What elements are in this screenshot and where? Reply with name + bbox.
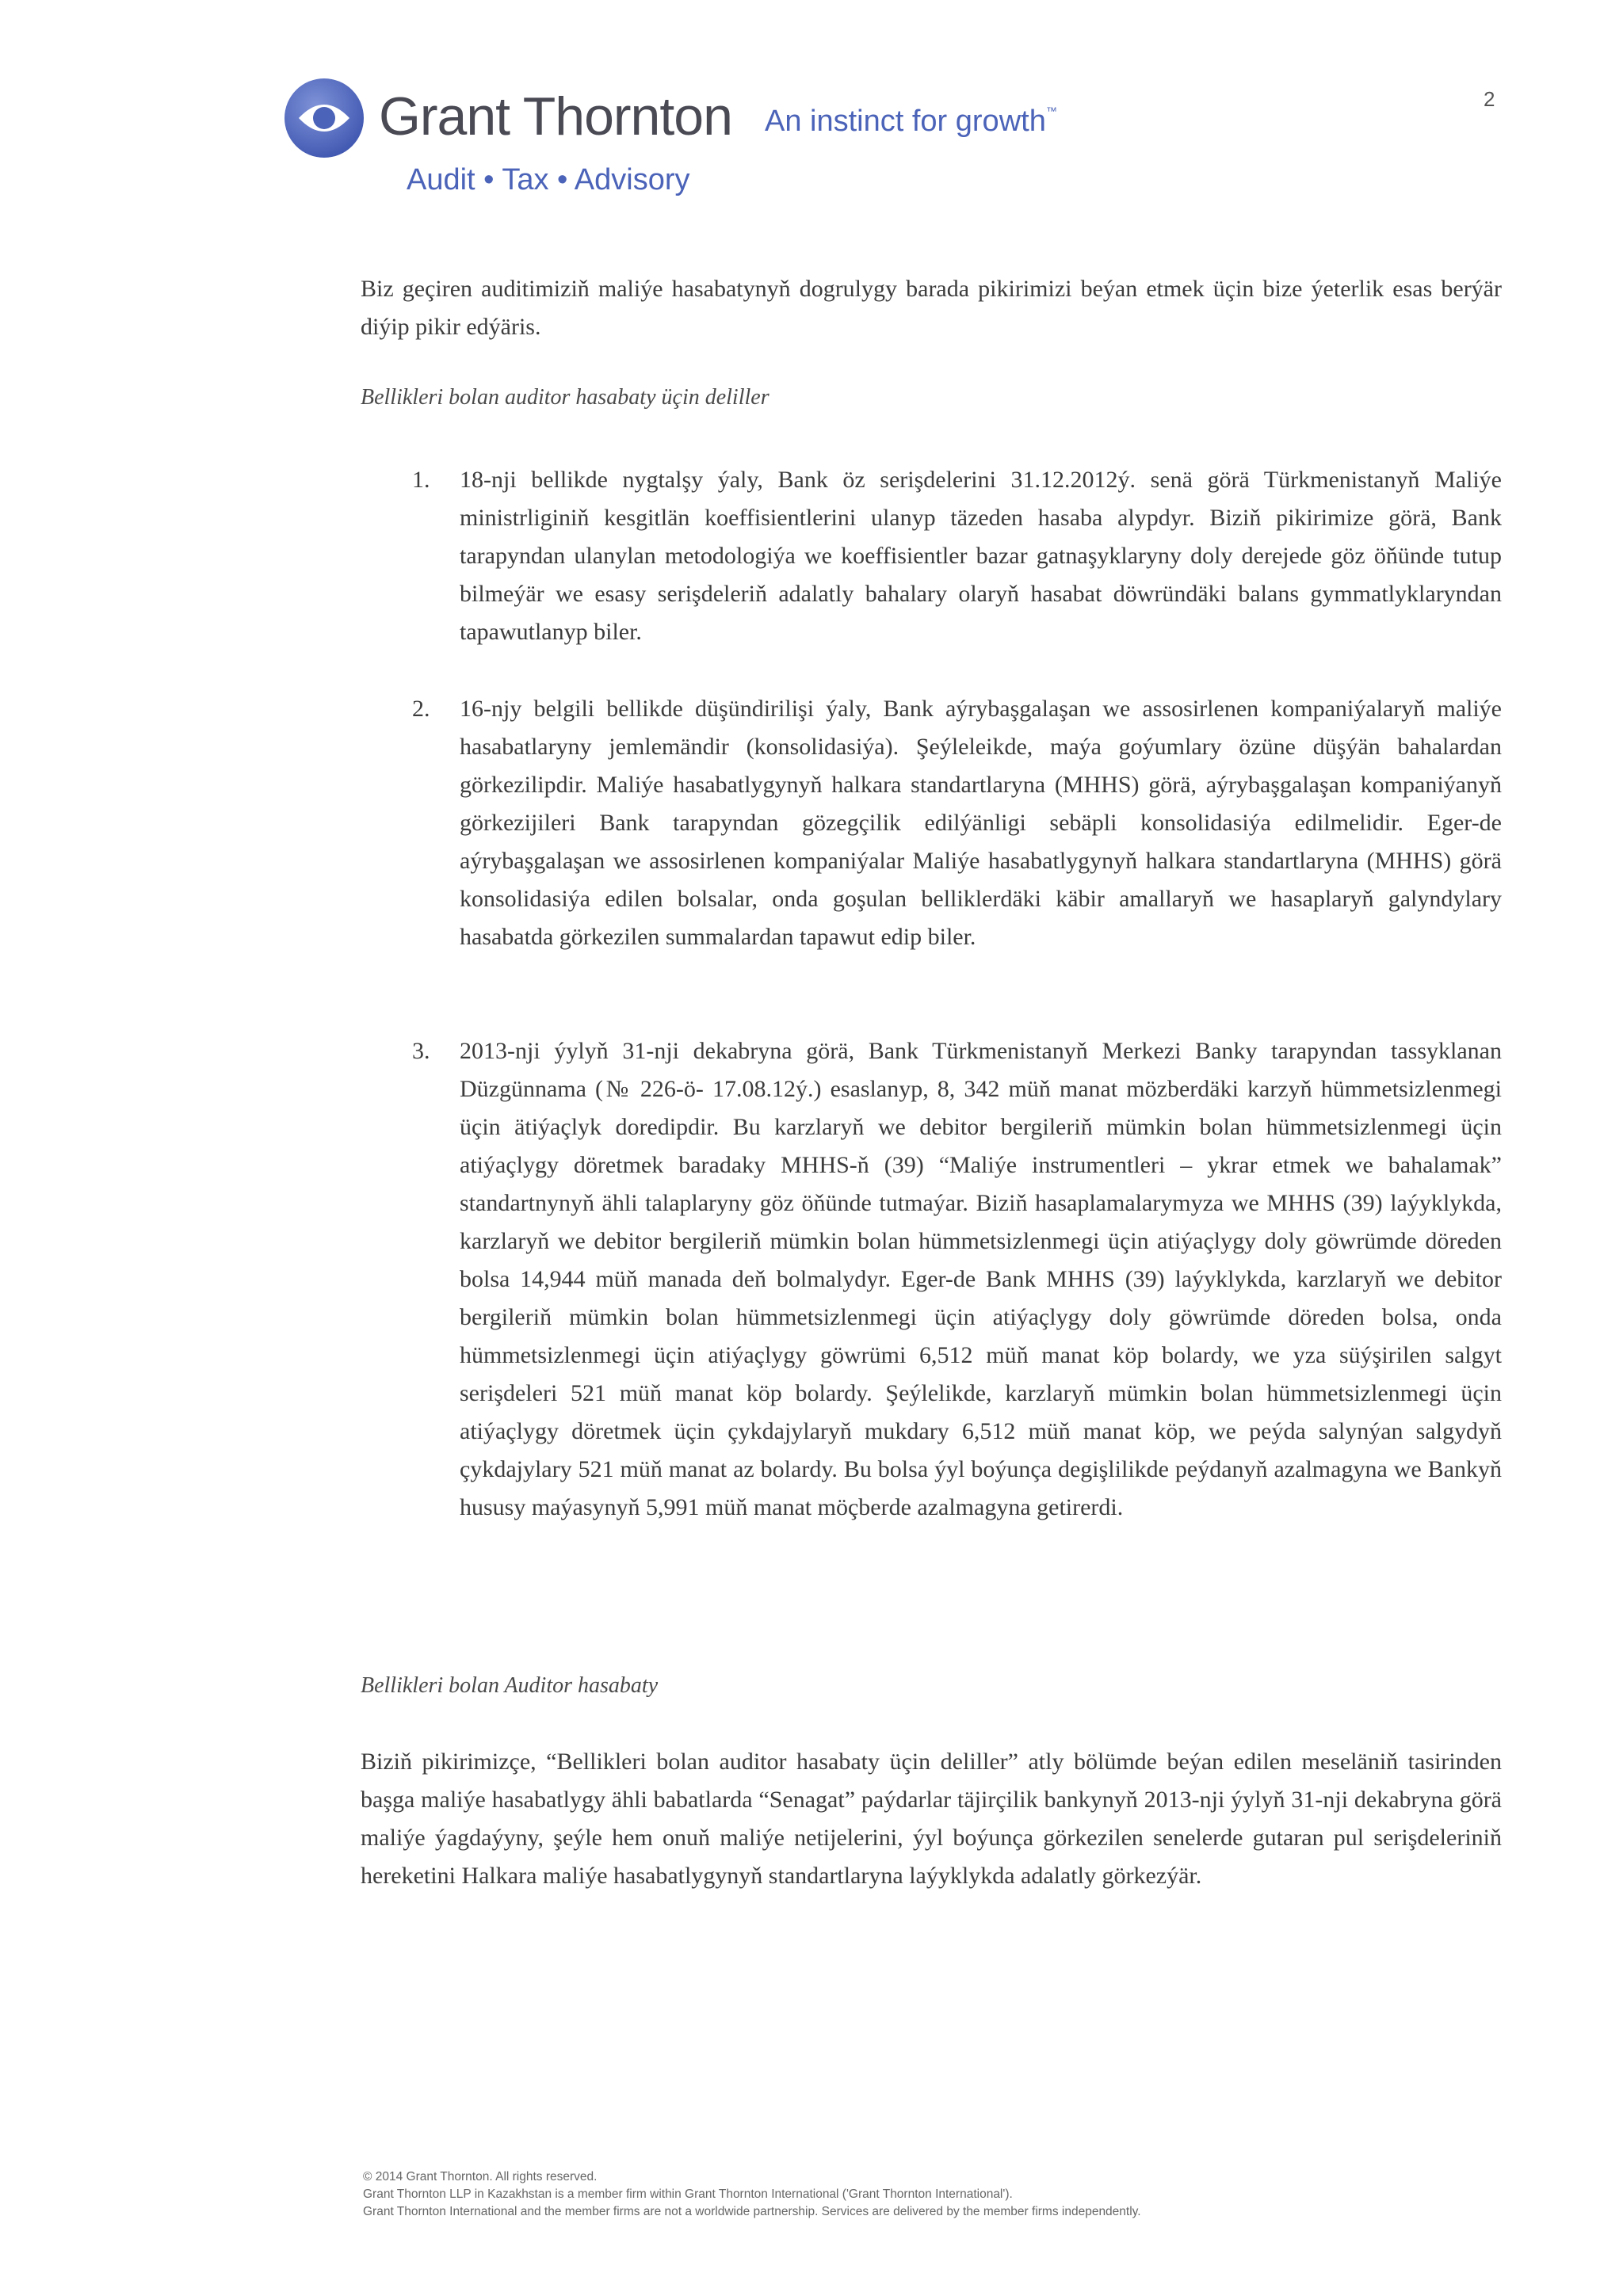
tagline xyxy=(765,105,1057,139)
list-item xyxy=(412,690,1502,956)
section-heading-evidence: Bellikleri bolan auditor hasabaty üçin deliller xyxy=(361,385,769,410)
list-item-text: 16-njy belgili bellikde düşündirilişi ýaly, Bank aýrybaşgalaşan we assosirlenen kompaniýalaryň maliýe hasabatlaryny jemlemändir (konsolidasiýa). Şeýleleikde, maýa goýumlary özüne düşýän bahalardan görkezilipdir. Maliýe hasabatlygynyň halkara standartlaryna (MHHS) görä, aýrybaşgalaşan kompaniýanyň görkezijileri Bank tarapyndan gözegçilik edilýänligi sebäpli konsolidasiýa edilmelidir. Eger-de aýrybaşgalaşan we assosirlenen kompaniýalar Maliýe hasabatlygynyň halkara standartlaryna (MHHS) görä konsolidasiýa edilen bolsalar, onda goşulan belliklerdäki käbir amallaryň we hasaplaryň galyndylary hasabatda görkezilen summalardan tapawut edip biler. xyxy=(460,696,1502,950)
list-item-text: 2013-nji ýylyň 31-nji dekabryna görä, Bank Türkmenistanyň Merkezi Banky tarapyndan tassyklanan Düzgünnama (№ 226-ö- 17.08.12ý.) esaslanyp, 8, 342 müň manat mözberdäki karzyň hümmetsizlenmegi üçin ätiýaçlyk doredipdir. Bu karzlaryň we debitor bergileriň mümkin bolan hümmetsizlenmegi üçin atiýaçlygy döretmek baradaky MHHS-ň (39) “Maliýe instrumentleri – ykrar etmek we bahalamak” standartnynyň ähli talaplaryny göz öňünde tutmaýar. Biziň hasaplamalarymyza we MHHS (39) laýyklykda, karzlaryň we debitor bergileriň mümkin bolan hümmetsizlenmegi üçin atiýaçlygy doly göwrümde döreden bolsa 14,944 müň manada deň bolmalydyr. Eger-de Bank MHHS (39) laýyklykda, karzlaryň we debitor bergileriň mümkin bolan hümmetsizlenmegi üçin atiýaçlygy doly göwrümde döreden bolsa, onda hümmetsizlenmegi üçin atiýaçlygy göwrümi 6,512 müň manat köp bolardy, we yza süýşirilen salgyt serişdeleri 521 müň manat köp bolardy. Şeýlelikde, karzlaryň mümkin bolan hümmetsizlenmegi üçin atiýaçlygy döretmek üçin çykdajylaryň mukdary 6,512 müň manat köp, we peýda salynýan salgydyň çykdajylary 521 müň manat az bolardy. Bu bolsa ýyl boýunça degişlilikde peýdanyň azalmagyna we Bankyň hususy maýasynyň 5,991 müň manat möçberde azalmagyna getirerdi. xyxy=(460,1038,1502,1520)
section-heading-opinion: Bellikleri bolan Auditor hasabaty xyxy=(361,1673,659,1698)
brand-name: Grant Thornton xyxy=(379,86,732,147)
page-number: 2 xyxy=(1484,87,1495,111)
list-item-number: 1. xyxy=(412,467,430,493)
opinion-paragraph: Biziň pikirimizçe, “Bellikleri bolan auditor hasabaty üçin deliller” atly bölümde beýan edilen meseläniň tasirinden başga maliýe hasabatlygy ähli babatlarda “Senagat” paýdarlar täjirçilik bankynyň 2013-nji ýylyň 31-nji dekabryna görä maliýe ýagdaýyny, şeýle hem onuň maliýe netijelerini, ýyl boýunça görkezilen senelerde gutaran pul serişdeleriniň hereketini Halkara maliýe hasabatlygynyň standartlaryna laýyklykda adalatly görkezýär. xyxy=(361,1749,1502,1889)
footer-disclaimer: Grant Thornton International and the member firms are not a worldwide partnership. Services are delivered by the member firms independently. xyxy=(363,2205,1141,2218)
footer-member-note: Grant Thornton LLP in Kazakhstan is a member firm within Grant Thornton International ('Grant Thornton International'). xyxy=(363,2187,1013,2201)
list-item-number: 3. xyxy=(412,1038,430,1064)
list-item-number: 2. xyxy=(412,696,430,722)
trademark-mark: ™ xyxy=(1045,105,1057,117)
footer xyxy=(363,2168,1552,2221)
grant-thornton-logo-icon xyxy=(283,77,365,159)
intro-paragraph: Biz geçiren auditimiziň maliýe hasabatynyň dogrulygy barada pikirimizi beýan etmek üçin bize ýeterlik esas berýär diýip pikir edýäris. xyxy=(361,276,1502,340)
list-item xyxy=(412,1032,1502,1527)
services-line: Audit • Tax • Advisory xyxy=(407,163,690,196)
footer-copyright: © 2014 Grant Thornton. All rights reserved. xyxy=(363,2170,598,2183)
tagline-text: An instinct for growth xyxy=(765,105,1046,138)
list-item-text: 18-nji bellikde nygtalşy ýaly, Bank öz serişdelerini 31.12.2012ý. senä görä Türkmenistanyň Maliýe ministrliginiň kesgitlän koeffisientlerini ulanyp täzeden hasaba alypdyr. Biziň pikirimize görä, Bank tarapyndan ulanylan metodologiýa we koeffisientler bazar gatnaşyklaryny doly derejede göz öňünde tutup bilmeýär we esasy serişdeleriň adalatly bahalary olaryň hasabat döwründäki balans gymmatlyklaryndan tapawutlanyp biler. xyxy=(460,467,1502,645)
list-item xyxy=(412,461,1502,651)
